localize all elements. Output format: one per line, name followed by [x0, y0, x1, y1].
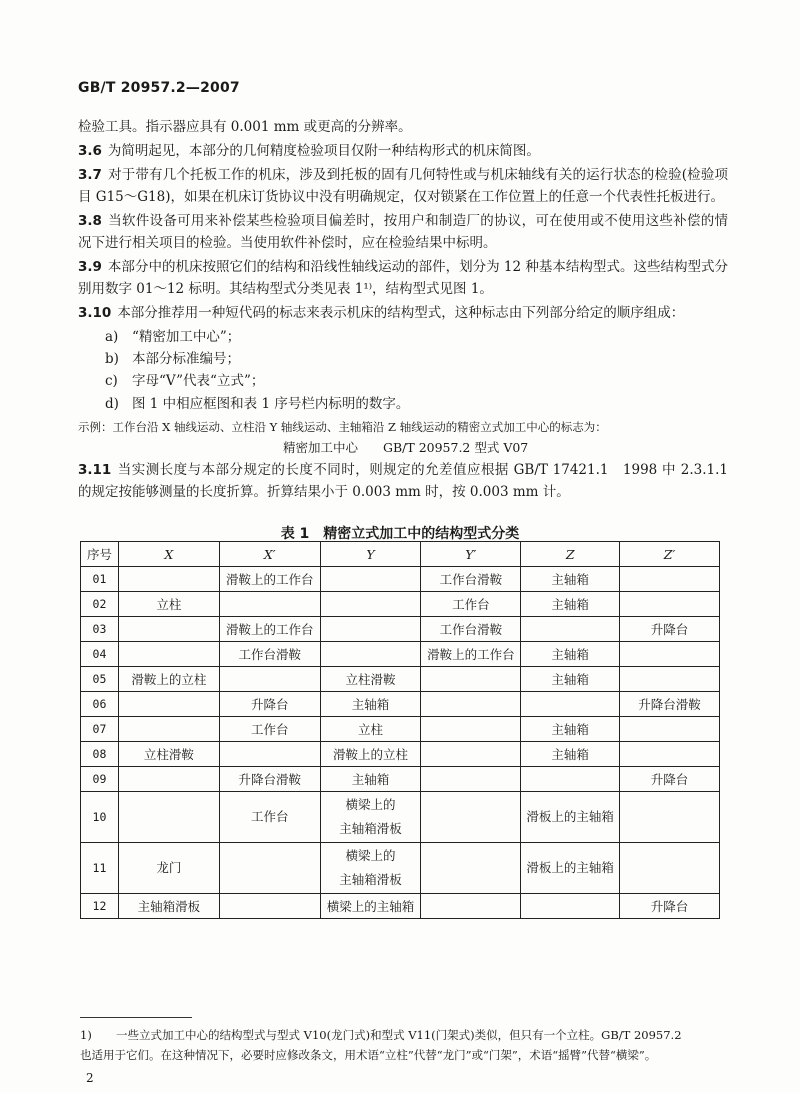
table-row [81, 717, 720, 742]
list-item [78, 393, 728, 415]
header-cell-x-prime: X′ [219, 542, 320, 567]
paragraph-text: 本部分推荐用一种短代码的标志来表示机床的结构型式，这种标志由下列部分给定的顺序组成： [117, 305, 685, 322]
table-cell: 主轴箱 [521, 567, 620, 592]
paragraph-text: 检验工具。指示器应具有 0.001 mm 或更高的分辨率。 [78, 119, 412, 135]
cell-line: 主轴箱滑板 [339, 872, 402, 887]
table-cell: 主轴箱 [320, 767, 421, 792]
table-cell: 工作台滑鞍 [219, 642, 320, 667]
list-item-label: d) [105, 395, 119, 412]
clause-number: 3.6 [78, 142, 102, 159]
table-row [81, 692, 720, 717]
table-cell: 10 [81, 792, 119, 843]
body-text [78, 116, 728, 505]
list-item-text: “精密加工中心”； [132, 329, 241, 345]
table-cell [320, 843, 421, 894]
list-item-label: a) [105, 329, 119, 345]
table-cell: 主轴箱 [320, 692, 421, 717]
table-cell: 主轴箱 [521, 717, 620, 742]
table-cell: 03 [81, 617, 119, 642]
table-cell [219, 894, 320, 919]
table-cell [421, 692, 521, 717]
paragraph-3-11 [78, 459, 728, 504]
table-cell [118, 567, 219, 592]
header-cell-y: Y [320, 542, 421, 567]
header-cell-no: 序号 [81, 542, 119, 567]
structure-table [80, 541, 720, 919]
table-cell [118, 767, 219, 792]
table-cell: 04 [81, 642, 119, 667]
table-cell: 立柱 [118, 592, 219, 617]
footnote-divider [80, 1017, 192, 1018]
table-row [81, 617, 720, 642]
table-row [81, 592, 720, 617]
table-cell: 滑鞍上的工作台 [421, 642, 521, 667]
list-item-text: 图 1 中相应框图和表 1 序号栏内标明的数字。 [132, 395, 410, 412]
table-cell [421, 667, 521, 692]
table-cell: 工作台滑鞍 [421, 567, 521, 592]
paragraph-text: 本部分中的机床按照它们的结构和沿线性轴线运动的部件，划分为 12 种基本结构型式。这些结构型式分别用数字 01～12 标明。其结构型式分类见表 1¹⁾，结构型式见图 1。 [78, 259, 728, 298]
table-cell: 05 [81, 667, 119, 692]
table-row [81, 843, 720, 894]
table-cell [320, 792, 421, 843]
table-header-row [81, 542, 720, 567]
table-cell: 工作台滑鞍 [421, 617, 521, 642]
table-cell: 滑鞍上的工作台 [219, 567, 320, 592]
table-cell: 主轴箱 [521, 667, 620, 692]
cell-line: 主轴箱滑板 [339, 821, 402, 836]
clause-number: 3.10 [78, 305, 112, 322]
table-cell [421, 894, 521, 919]
table-cell [118, 792, 219, 843]
header-cell-z: Z [521, 542, 620, 567]
table-cell: 主轴箱 [521, 742, 620, 767]
table-cell: 龙门 [118, 843, 219, 894]
table-cell: 工作台 [219, 717, 320, 742]
table-cell [219, 592, 320, 617]
paragraph-3-9 [78, 256, 728, 301]
table-cell: 滑鞍上的立柱 [320, 742, 421, 767]
table-row [81, 792, 720, 843]
table-cell [421, 843, 521, 894]
clause-number: 3.11 [78, 461, 112, 478]
table-row [81, 894, 720, 919]
table-cell [521, 617, 620, 642]
paragraph-text: 为简明起见，本部分的几何精度检验项目仅附一种结构形式的机床简图。 [107, 142, 540, 159]
clause-number: 3.9 [78, 259, 102, 275]
table-cell [620, 667, 720, 692]
paragraph-3-10 [78, 302, 728, 324]
table-cell [118, 717, 219, 742]
table-cell [521, 692, 620, 717]
table-cell [620, 567, 720, 592]
table-row [81, 742, 720, 767]
table-cell: 主轴箱 [521, 642, 620, 667]
clause-number: 3.8 [78, 212, 102, 229]
cell-line: 横梁上的 [345, 848, 396, 863]
footnote-mark: 1) [80, 1028, 92, 1042]
table-cell [421, 792, 521, 843]
table-cell [118, 617, 219, 642]
table-cell [219, 667, 320, 692]
header-cell-x: X [118, 542, 219, 567]
table-cell: 升降台滑鞍 [620, 692, 720, 717]
list-item-label: c) [105, 373, 118, 390]
paragraph-tools [78, 116, 728, 138]
paragraph-text: 对于带有几个托板工作的机床，涉及到托板的固有几何特性或与机床轴线有关的运行状态的检验(检验项目 G15～G18)，如果在机床订货协议中没有明确规定，仅对锁紧在工作位置上的任意一个代表性托板进行。 [78, 166, 728, 205]
table-cell: 02 [81, 592, 119, 617]
table-cell [118, 692, 219, 717]
footnote-line: 也适用于它们。在这种情况下，必要时应修改条文，用术语“立柱”代替“龙门”或“门架”，术语“摇臂”代替“横梁”。 [80, 1048, 657, 1062]
table-cell [620, 742, 720, 767]
table-cell: 主轴箱 [521, 592, 620, 617]
list-item-text: 字母“V”代表“立式”； [132, 373, 265, 390]
example-designation: 精密加工中心 GB/T 20957.2 型式 V07 [283, 439, 529, 455]
paragraph-3-7 [78, 164, 728, 209]
table-cell [219, 843, 320, 894]
table-cell: 06 [81, 692, 119, 717]
table-cell: 08 [81, 742, 119, 767]
table-cell [118, 642, 219, 667]
table-cell [620, 792, 720, 843]
table-cell: 升降台 [219, 692, 320, 717]
table-cell [521, 767, 620, 792]
table-cell [421, 717, 521, 742]
table-cell [320, 642, 421, 667]
table-cell: 滑鞍上的立柱 [118, 667, 219, 692]
table-cell [521, 894, 620, 919]
cell-line: 横梁上的 [345, 797, 396, 812]
table-cell: 工作台 [219, 792, 320, 843]
table-title: 表 1 精密立式加工中的结构型式分类 [280, 526, 520, 542]
table-row [81, 567, 720, 592]
page-number: 2 [86, 1071, 94, 1085]
table-cell: 07 [81, 717, 119, 742]
list-item [78, 370, 728, 392]
header-cell-z-prime: Z′ [620, 542, 720, 567]
table-cell: 01 [81, 567, 119, 592]
header-cell-y-prime: Y′ [421, 542, 521, 567]
table-cell: 升降台 [620, 617, 720, 642]
clause-number: 3.7 [78, 166, 102, 183]
table-cell: 主轴箱滑板 [118, 894, 219, 919]
paragraph-3-8 [78, 210, 728, 255]
list-item [78, 348, 728, 370]
table-cell [320, 567, 421, 592]
table-cell: 立柱滑鞍 [320, 667, 421, 692]
example-text: 示例：工作台沿 X 轴线运动、立柱沿 Y 轴线运动、主轴箱沿 Z 轴线运动的精密立式加工中心的标志为： [78, 419, 607, 434]
table-row [81, 667, 720, 692]
list-item [78, 326, 728, 348]
table-cell: 12 [81, 894, 119, 919]
table-row [81, 767, 720, 792]
table-cell: 立柱 [320, 717, 421, 742]
table-cell [219, 742, 320, 767]
table-cell: 工作台 [421, 592, 521, 617]
table-cell [620, 717, 720, 742]
table-cell: 横梁上的主轴箱 [320, 894, 421, 919]
table-cell: 11 [81, 843, 119, 894]
footnote [80, 1025, 732, 1065]
table-cell [620, 642, 720, 667]
table-cell: 立柱滑鞍 [118, 742, 219, 767]
list-item-label: b) [105, 351, 119, 368]
table-cell: 升降台 [620, 894, 720, 919]
table-cell: 09 [81, 767, 119, 792]
paragraph-text: 当实测长度与本部分规定的长度不同时，则规定的允差值应根据 GB/T 17421.1 1998 中 2.3.1.1 的规定按能够测量的长度折算。折算结果小于 0.003 mm 时，按 0.003 mm 计。 [78, 461, 728, 501]
list-item-text: 本部分标准编号； [132, 351, 240, 368]
standard-number-header: GB/T 20957.2—2007 [78, 80, 240, 96]
table-cell: 升降台滑鞍 [219, 767, 320, 792]
table-cell [421, 742, 521, 767]
table-cell: 滑板上的主轴箱 [521, 792, 620, 843]
table-cell [620, 843, 720, 894]
footnote-line [80, 1025, 732, 1045]
table-cell [320, 617, 421, 642]
table-cell: 滑鞍上的工作台 [219, 617, 320, 642]
table-cell [421, 767, 521, 792]
table-cell: 滑板上的主轴箱 [521, 843, 620, 894]
table-cell: 升降台 [620, 767, 720, 792]
table-cell [620, 592, 720, 617]
paragraph-text: 当软件设备可用来补偿某些检验项目偏差时，按用户和制造厂的协议，可在使用或不使用这些补偿的情况下进行相关项目的检验。当使用软件补偿时，应在检验结果中标明。 [78, 212, 728, 252]
table-cell [320, 592, 421, 617]
paragraph-3-6 [78, 140, 728, 162]
table-row [81, 642, 720, 667]
footnote-text: 一些立式加工中心的结构型式与型式 V10(龙门式)和型式 V11(门架式)类似，但只有一个立柱。GB/T 20957.2 [116, 1028, 682, 1042]
